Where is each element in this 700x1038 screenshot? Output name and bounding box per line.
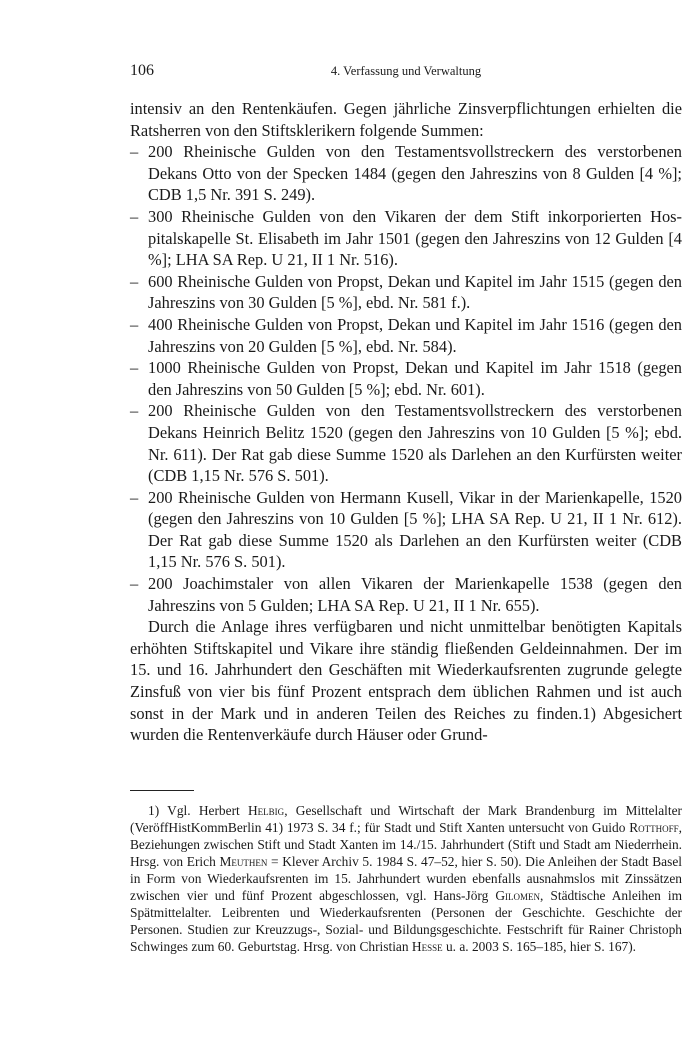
list-item [130,314,682,357]
list-dash: – [130,142,139,162]
list-dash: – [130,314,139,334]
page-number: 106 [130,62,154,79]
footnote-paragraph [130,802,682,955]
list-item [130,206,682,271]
list-item-text: 1000 Rheinische Gulden von Propst, Dekan und Kapitel im Jahr 1518 (gegen den Jahreszins von 50 Gulden [5 %]; ebd. Nr. 601). [148,358,682,399]
list-dash: – [130,574,139,594]
list-item-text: 600 Rheinische Gulden von Propst, Dekan und Kapitel im Jahr 1515 (gegen den Jahreszins von 30 Gulden [5 %], ebd. Nr. 581 f.). [148,271,682,313]
list-item [130,400,682,486]
list-dash: – [130,271,139,291]
list-dash: – [130,487,139,507]
list-dash: – [130,206,139,226]
list-item-text: 200 Rheinische Gulden von Hermann Kusell, Vikar in der Marienkapelle, 1520 (gegen den Jahreszins von 10 Gulden [5 %]; LHA SA Rep. U 21, II 1 Nr. 612). Der Rat gab diese Summe 1520 als Darlehen an den Kurfürsten weiter (CDB 1,15 Nr. 576 S. 501). [148,487,682,572]
closing-text: Durch die Anlage ihres verfügbaren und nicht unmittelbar benötigten Kapitals erhöhten Stiftskapitel und Vikare ihre ständig fließenden Geldeinnahmen. Der im 15. und 16. Jahrhundert den Geschäften mit Wiederkaufsrenten zugrunde gelegte Zinsfuß von vier bis fünf Prozent entsprach dem üblichen Rahmen und ist auch sonst in der Mark und in anderen Teilen des Reiches zu finden. [130,617,682,723]
page-header [130,62,682,82]
list-item-text: 400 Rheinische Gulden von Propst, Dekan und Kapitel im Jahr 1516 (gegen den Jahreszins von 20 Gulden [5 %], ebd. Nr. 584). [148,314,682,356]
intro-paragraph: intensiv an den Rentenkäufen. Gegen jährliche Zinsverpflichtungen erhielten die Ratsherren von den Stiftsklerikern folgende Summen: [130,99,682,140]
footnote-mark: 1) [148,803,160,818]
footnote-text: u. a. 2003 S. 165–185, hier S. 167). [442,939,637,954]
author-name: Rotthoff [629,820,679,835]
author-name: Helbig [248,803,285,818]
list-item-text: 200 Rheinische Gulden von den Testamentsvollstreckern des verstorbenen Dekans Otto von der Specken 1484 (gegen den Jahreszins von 8 Gulden [4 %]; CDB 1,5 Nr. 391 S. 249). [148,142,682,205]
sum-list [130,141,682,616]
list-item [130,357,682,400]
footnote-text: = Klever Archiv 5. 1984 S. 47–52, hier S. 50). Die Anleihen der Stadt Basel in Form von Wiederkaufsrenten im 15. Jahrhundert wurden ebenfalls ausnahmslos mit Zinssätzen zwischen vier und fünf Prozent abgeschlossen, vgl. Hans-Jörg [130,854,682,903]
list-item-text: 300 Rheinische Gulden von den Vikaren der dem Stift inkorporierten Hospitalskapelle St. Elisabeth im Jahr 1501 (gegen den Jahreszins von 12 Gulden [4 %]; LHA SA Rep. U 21, II 1 Nr. 516). [148,206,682,270]
list-item [130,271,682,314]
list-item-text: 200 Joachimstaler von allen Vikaren der Marienkapelle 1538 (gegen den Jahreszins von 5 Gulden; LHA SA Rep. U 21, II 1 Nr. 655). [148,574,682,615]
footnote-text: Vgl. Herbert [159,803,249,818]
footnote-divider [130,790,194,791]
footnote-reference[interactable]: 1) [582,703,597,723]
list-dash: – [130,401,139,421]
list-item [130,573,682,616]
author-name: Meuthen [219,854,268,869]
footnote-text: , Gesellschaft und Wirtschaft der Mark Brandenburg im Mittelalter (VeröffHistKommBerlin 41) 1973 S. 34 f.; für Stadt und Stift Xanten untersucht von Guido [130,803,682,835]
author-name: Hesse [411,939,443,954]
footnote [130,802,682,955]
list-item [130,487,682,573]
closing-text-tail: Abgesichert wurden die Rentenverkäufe durch Häuser oder Grund- [130,703,682,745]
closing-paragraph [130,616,682,746]
footnote-text: , Städtische Anleihen im Spätmittelalter. Leibrenten und Wiederkaufsrenten (Personen der Geschichte. Geschichte der Personen. Studien zur Kreuzzugs-, Sozial- und Bildungsgeschichte. Festschrift für Rainer Christoph Schwinges zum 60. Geburtstag. Hrsg. von Christian [130,888,682,954]
author-name: Gilomen [495,888,541,903]
list-dash: – [130,358,139,378]
list-item [130,141,682,206]
running-head: 4. Verfassung und Verwaltung [330,64,482,78]
main-text [130,98,682,746]
footnote-text: , Beziehungen zwischen Stift und Stadt Xanten im 14./15. Jahrhundert (Stift und Stadt am Niederrhein. Hrsg. von Erich [130,820,682,869]
list-item-text: 200 Rheinische Gulden von den Testamentsvollstreckern des verstorbenen Dekans Heinrich Belitz 1520 (gegen den Jahreszins von 10 Gulden [5 %]; ebd. Nr. 611). Der Rat gab diese Summe 1520 als Darlehen an den Kurfürsten weiter (CDB 1,15 Nr. 576 S. 501). [148,401,682,486]
